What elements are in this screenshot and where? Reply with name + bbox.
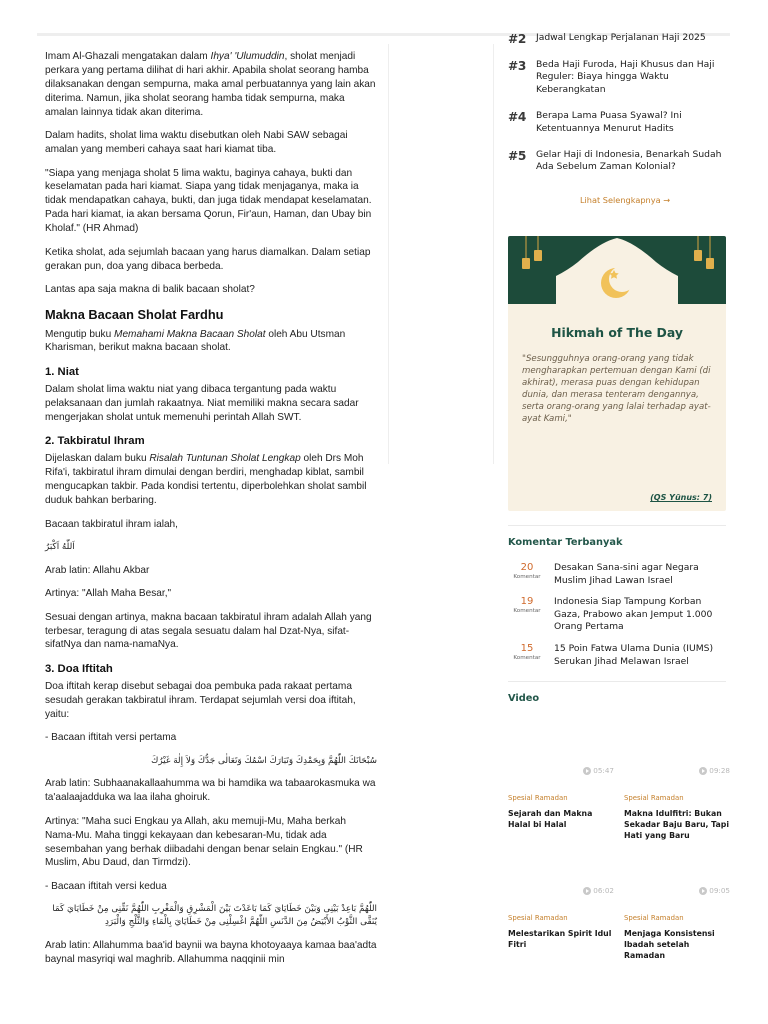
video-card[interactable]: [508, 840, 614, 950]
comment-count-number: 20: [520, 562, 534, 573]
video-category[interactable]: Spesial Ramadan: [508, 914, 568, 922]
most-commented-section: [508, 525, 726, 704]
video-card[interactable]: [508, 720, 614, 830]
see-more-link[interactable]: Lihat Selengkapnya →: [579, 194, 671, 205]
popular-item[interactable]: [508, 149, 728, 174]
paragraph: Arab latin: Allahumma baa'id baynii wa bayna khotoyaaya kamaa baa'adta baynal masyriqi wal maghrib. Allahumma naqqinii min: [45, 940, 377, 965]
comment-item[interactable]: [508, 643, 726, 668]
video-thumbnail[interactable]: [508, 840, 614, 896]
paragraph: Sesuai dengan artinya, makna bacaan takbiratul ihram adalah Allah yang terbesar, teragung di atas segala sesuatu dalam hal Dzat-Nya, sifat-sifatNya dan nama-namaNya.: [45, 611, 372, 651]
video-thumbnail[interactable]: [508, 720, 614, 776]
video-duration: 05:47: [583, 766, 614, 775]
comment-count-label: Komentar: [513, 574, 541, 580]
paragraph: Arab latin: Allahu Akbar: [45, 564, 150, 576]
paragraph: - Bacaan iftitah versi pertama: [45, 732, 177, 744]
comment-count-number: 15: [520, 642, 534, 654]
arabic-text: اَللّٰهُ اَكْبَرُ: [45, 542, 75, 552]
comment-item-title[interactable]: Indonesia Siap Tampung Korban Gaza, Prabowo akan Jemput 1.000 Orang Pertama: [554, 596, 713, 633]
hikmah-card[interactable]: [508, 236, 726, 511]
comment-item-title[interactable]: Desakan Sana-sini agar Negara Muslim Jihad Lawan Israel: [554, 562, 699, 586]
popular-list: [508, 32, 728, 205]
paragraph: Artinya: "Allah Maha Besar,": [45, 588, 172, 600]
paragraph: Dijelaskan dalam buku Risalah Tuntunan Sholat Lengkap oleh Drs Moh Rifa'i, takbiratul ihram dimulai dengan berdiri, menghadap kiblat, sambil mengucapkan takbir. Pada kondisi tertentu, diperbolehkan sholat sambil duduk bahkan berbaring.: [45, 453, 367, 506]
rank-number: #5: [508, 149, 527, 164]
video-duration: 09:05: [699, 886, 730, 895]
column-divider: [493, 44, 494, 464]
popular-item-title[interactable]: Beda Haji Furoda, Haji Khusus dan Haji Reguler: Biaya hingga Waktu Keberangkatan: [536, 59, 715, 95]
popular-item-title[interactable]: Jadwal Lengkap Perjalanan Haji 2025: [536, 32, 706, 43]
hikmah-source-link[interactable]: (QS Yūnus: 7): [650, 493, 712, 502]
comment-count: [508, 562, 546, 587]
video-category[interactable]: Spesial Ramadan: [624, 914, 684, 922]
popular-item[interactable]: [508, 59, 728, 96]
paragraph: Imam Al-Ghazali mengatakan dalam Ihya' 'Ulumuddin, sholat menjadi perkara yang pertama dilihat di hari akhir. Apabila sholat seorang hamba dilaksanakan dengan sempurna, maka amal perbuatannya yang lain akan diterima. Namun, jika sholat seorang hamba tidak sempurna, maka amalan lainnya tidak akan diterima.: [45, 51, 376, 118]
popular-item-title[interactable]: Gelar Haji di Indonesia, Benarkah Sudah Ada Sebelum Zaman Kolonial?: [536, 149, 722, 173]
sidebar: [508, 30, 730, 960]
paragraph: Lantas apa saja makna di balik bacaan sholat?: [45, 284, 255, 296]
hikmah-quote: "Sesungguhnya orang-orang yang tidak mengharapkan pertemuan dengan Kami (di akhirat), merasa puas dengan kehidupan dunia, dan merasa tenteram dengannya, serta orang-orang yang lalai terhadap ayat-ayat Kami,": [522, 354, 711, 424]
paragraph: Arab latin: Subhaanakallaahumma wa bi hamdika wa tabaarokasmuka wa ta'aalaajadduka wa laa ilaha ghoiruk.: [45, 778, 376, 804]
play-icon: [583, 767, 591, 775]
rank-number: #2: [508, 32, 527, 46]
comment-count: [508, 596, 546, 634]
arabic-text: سُبْحَانَكَ اللّٰهُمَّ وَبِحَمْدِكَ وَتَبَارَكَ اسْمُكَ وَتَعَالٰى جَدُّكَ وَلاَ إِلٰهَ غَيْرُكَ: [151, 755, 377, 766]
video-category[interactable]: Spesial Ramadan: [508, 794, 568, 802]
video-thumbnail[interactable]: [624, 840, 730, 896]
paragraph: Mengutip buku Memahami Makna Bacaan Sholat oleh Abu Utsman Kharisman, berikut makna bacaan sholat.: [45, 328, 346, 354]
paragraph: Dalam sholat lima waktu niat yang dibaca tergantung pada waktu pelaksanaan dan jumlah rakaatnya. Niat memiliki makna secara sadar mengerjakan sholat untuk memenuhi perintah Allah SWT.: [45, 383, 359, 423]
article-body: [45, 50, 377, 976]
paragraph: Bacaan takbiratul ihram ialah,: [45, 518, 178, 530]
comment-count-number: 19: [520, 596, 534, 608]
comment-count: [508, 643, 546, 668]
section-divider: [508, 525, 726, 526]
subsection-heading: 3. Doa Iftitah: [45, 662, 113, 675]
paragraph: - Bacaan iftitah versi kedua: [45, 880, 167, 892]
video-title[interactable]: Makna Idulfitri: Bukan Sekadar Baju Baru, Tapi Hati yang Baru: [624, 809, 729, 840]
section-divider: [508, 681, 726, 682]
video-thumbnail[interactable]: [624, 720, 730, 776]
video-card[interactable]: [624, 720, 730, 841]
subsection-heading: 2. Takbiratul Ihram: [45, 435, 145, 448]
popular-item[interactable]: [508, 110, 728, 135]
play-icon: [699, 887, 707, 895]
video-title[interactable]: Menjaga Konsistensi Ibadah setelah Ramadan: [624, 929, 715, 960]
hadith-quote: "Siapa yang menjaga sholat 5 lima waktu, baginya cahaya, bukti dan keselamatan pada hari kiamat. Siapa yang tidak menjaganya, maka ia tidak mendapatkan cahaya, bukti, dan juga tidak mendapat keselamatan. Pada hari kiamat, ia akan bersama Qorun, Fir'aun, Haman, dan Ubay bin Kholaf." (HR Ahmad): [45, 167, 372, 235]
play-icon: [583, 887, 591, 895]
paragraph: Doa iftitah kerap disebut sebagai doa pembuka pada rakaat pertama sesudah gerakan takbiratul ihram. Terdapat sejumlah versi doa iftitah, yaitu:: [45, 680, 356, 720]
subsection-heading: 1. Niat: [45, 365, 79, 378]
comment-count-label: Komentar: [513, 608, 541, 615]
video-category[interactable]: Spesial Ramadan: [624, 794, 684, 802]
video-duration: 09:28: [699, 766, 730, 775]
video-section-title: Video: [508, 693, 540, 705]
paragraph: Artinya: "Maha suci Engkau ya Allah, aku memuji-Mu, Maha berkah Nama-Mu. Maha tinggi kekayaan dan kebesaran-Mu, tidak ada sesembahan yang berhak diibadahi dengan benar selain Engkau." (HR Muslim, Abu Daud, dan Tirmdzi).: [45, 815, 363, 869]
video-title[interactable]: Melestarikan Spirit Idul Fitri: [508, 929, 612, 949]
play-icon: [699, 767, 707, 775]
rank-number: #3: [508, 59, 527, 73]
most-commented-title: Komentar Terbanyak: [508, 537, 623, 548]
popular-item-title[interactable]: Berapa Lama Puasa Syawal? Ini Ketentuannya Menurut Hadits: [536, 110, 682, 134]
paragraph: Dalam hadits, sholat lima waktu disebutkan oleh Nabi SAW sebagai amalan yang memberi cahaya saat hari kiamat tiba.: [45, 130, 348, 156]
rank-number: #4: [508, 110, 527, 125]
video-duration: 06:02: [583, 886, 614, 895]
video-card[interactable]: [624, 840, 730, 961]
comment-item[interactable]: [508, 596, 726, 634]
comment-count-label: Komentar: [513, 654, 541, 661]
video-title[interactable]: Sejarah dan Makna Halal bi Halal: [508, 809, 593, 829]
hikmah-title: Hikmah of The Day: [551, 325, 683, 340]
section-heading: Makna Bacaan Sholat Fardhu: [45, 306, 224, 322]
comment-item[interactable]: [508, 562, 726, 587]
paragraph: Ketika sholat, ada sejumlah bacaan yang harus diamalkan. Dalam setiap gerakan pun, doa yang dibaca berbeda.: [45, 246, 371, 272]
arabic-text: اللّٰهُمَّ بَاعِدْ بَيْنِى وَبَيْنَ خَطَايَايَ كَمَا بَاعَدْتَ بَيْنَ الْمَشْرِقِ وَالْمَغْرِبِ اللّٰهُمَّ نَقِّنِى مِنْ خَطَايَايَ كَمَا يُنَقَّى الثَّوْبُ الأَبْيَضُ مِنَ الدَّنَسِ اللّٰهُمَّ اغْسِلْنِى مِنْ خَطَايَايَ بِالْمَاءِ وَالثَّلْجِ وَالْبَرَدِ: [52, 904, 377, 928]
popular-item[interactable]: [508, 32, 728, 46]
comment-item-title[interactable]: 15 Poin Fatwa Ulama Dunia (IUMS) Serukan Jihad Melawan Israel: [554, 642, 714, 667]
column-divider: [388, 44, 389, 464]
